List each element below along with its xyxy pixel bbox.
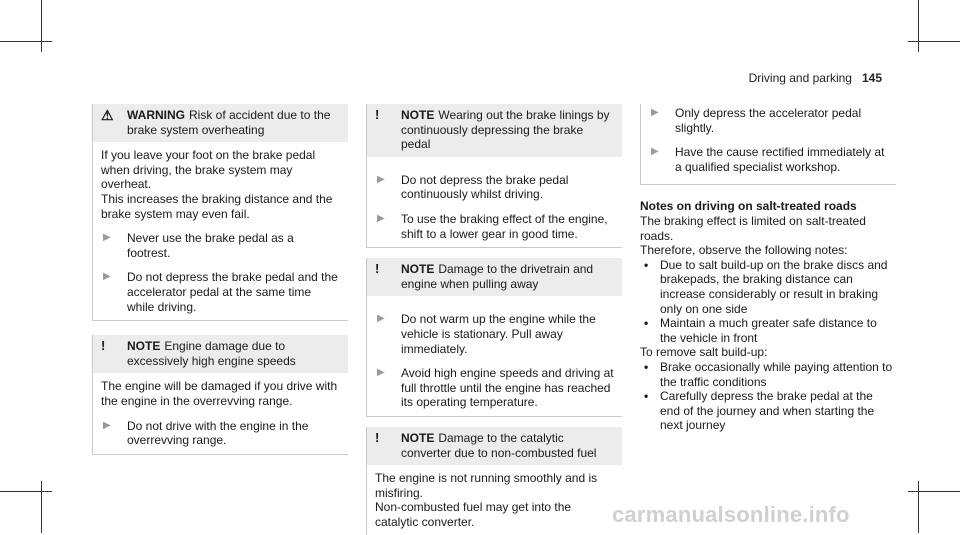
section-title: Notes on driving on salt-treated roads — [640, 199, 857, 214]
paragraph: This increases the braking distance and the brake system may even fail. — [101, 191, 333, 221]
warning-keyword: WARNING — [127, 108, 185, 122]
crop-mark — [41, 0, 42, 52]
continued-note-box — [640, 104, 896, 185]
step — [375, 212, 614, 241]
crop-mark — [41, 481, 42, 533]
step — [375, 312, 614, 356]
note-body — [93, 373, 348, 453]
step-arrow-icon: ▶ — [377, 173, 385, 185]
column-1 — [92, 104, 348, 455]
warning-icon: ⚠ — [101, 107, 114, 123]
step-text: Have the cause rectified immediately at a qualified specialist workshop. — [675, 145, 885, 174]
note-header — [367, 104, 622, 157]
list-item-text: Carefully depress the brake pedal at the end of the journey and when starting the next journey — [660, 389, 875, 433]
bullet-icon: • — [644, 359, 649, 374]
crop-mark — [0, 41, 52, 42]
notice-icon: ! — [101, 338, 106, 354]
crop-mark — [918, 0, 919, 52]
step-text: Do not depress the brake pedal and the accelerator pedal at the same time while driving. — [127, 270, 338, 314]
step — [649, 145, 888, 174]
step-text: Only depress the accelerator pedal slightly. — [675, 106, 862, 135]
note-title: Wearing out the brake linings by continuously depressing the brake pedal — [401, 108, 610, 152]
note-body — [367, 157, 622, 247]
step-text: Do not depress the brake pedal continuously whilst driving. — [401, 172, 569, 202]
paragraph: The engine is not running smoothly and is misfiring. — [375, 471, 598, 500]
note-title: Engine damage due to excessively high engine speeds — [127, 339, 296, 368]
step-text: To use the braking effect of the engine, shift to a lower gear in good time. — [401, 211, 608, 241]
note-keyword: NOTE — [127, 339, 161, 354]
step-arrow-icon: ▶ — [377, 367, 385, 379]
section-name: Driving and parking — [748, 71, 852, 85]
note-title: Damage to the catalytic converter due to non-combusted fuel — [401, 430, 597, 460]
notice-icon: ! — [375, 261, 380, 277]
step — [649, 106, 888, 135]
page-header — [749, 71, 882, 85]
bullet-icon: • — [644, 257, 649, 272]
note-header — [93, 335, 348, 373]
paragraph: If you leave your foot on the brake pedal when driving, the brake system may overheat. — [101, 148, 316, 192]
warning-box — [92, 104, 348, 321]
bullet-icon: • — [644, 316, 649, 331]
paragraph: Non-combusted fuel may get into the catalytic converter. — [375, 500, 572, 529]
bullet-icon: • — [644, 389, 649, 404]
list-item-text: Due to salt build-up on the brake discs and brakepads, the braking distance can increase considerably or result in braking only on one side — [660, 257, 888, 316]
list-item — [640, 258, 896, 316]
notice-icon: ! — [375, 107, 380, 122]
paragraph: The engine will be damaged if you drive with the engine in the overrevving range. — [101, 379, 338, 408]
list-item — [640, 389, 896, 433]
note-header — [367, 427, 622, 465]
list-item-text: Maintain a much greater safe distance to the vehicle in front — [660, 316, 877, 345]
column-3 — [640, 104, 896, 433]
note-body — [367, 296, 622, 416]
note-title: Damage to the drivetrain and engine when pulling away — [401, 262, 594, 291]
warning-body — [93, 142, 348, 320]
watermark-text: carmanualsonline.info — [612, 502, 850, 527]
note-box — [366, 427, 622, 535]
paragraph: The braking effect is limited on salt-treated roads. — [640, 213, 866, 243]
step-arrow-icon: ▶ — [377, 313, 385, 325]
note-box — [92, 335, 348, 455]
warning-header — [93, 104, 348, 142]
crop-mark — [908, 491, 960, 492]
column-2 — [366, 104, 622, 535]
notice-icon: ! — [375, 429, 380, 445]
step-arrow-icon: ▶ — [651, 107, 659, 118]
step — [375, 366, 614, 410]
note-keyword: NOTE — [401, 108, 435, 122]
crop-mark — [0, 491, 52, 492]
step — [101, 231, 340, 260]
list-item-text: Brake occasionally while paying attention to the traffic conditions — [660, 359, 893, 389]
page-number: 145 — [861, 71, 882, 85]
note-body — [367, 465, 622, 535]
crop-mark — [908, 41, 960, 42]
step-arrow-icon: ▶ — [377, 212, 385, 224]
note-header — [367, 258, 622, 296]
step-arrow-icon: ▶ — [103, 419, 111, 431]
paragraph: Therefore, observe the following notes: — [640, 243, 848, 258]
note-keyword: NOTE — [401, 430, 435, 445]
step-text: Do not warm up the engine while the vehicle is stationary. Pull away immediately. — [401, 312, 596, 356]
warning-title: Risk of accident due to the brake system overheating — [127, 108, 331, 137]
note-box — [366, 104, 622, 248]
step — [101, 270, 340, 314]
step-arrow-icon: ▶ — [103, 232, 111, 244]
paragraph: To remove salt build-up: — [640, 345, 768, 360]
list-item — [640, 316, 896, 345]
note-keyword: NOTE — [401, 262, 435, 277]
step-arrow-icon: ▶ — [103, 271, 111, 283]
step-arrow-icon: ▶ — [651, 146, 659, 158]
crop-mark — [918, 481, 919, 533]
step-text: Avoid high engine speeds and driving at full throttle until the engine has reached its operating temperature. — [401, 366, 614, 410]
step-text: Never use the brake pedal as a footrest. — [127, 231, 294, 260]
step-text: Do not drive with the engine in the overrevving range. — [127, 418, 309, 448]
step — [101, 419, 340, 448]
step — [375, 173, 614, 202]
note-box — [366, 258, 622, 417]
list-item — [640, 360, 896, 389]
